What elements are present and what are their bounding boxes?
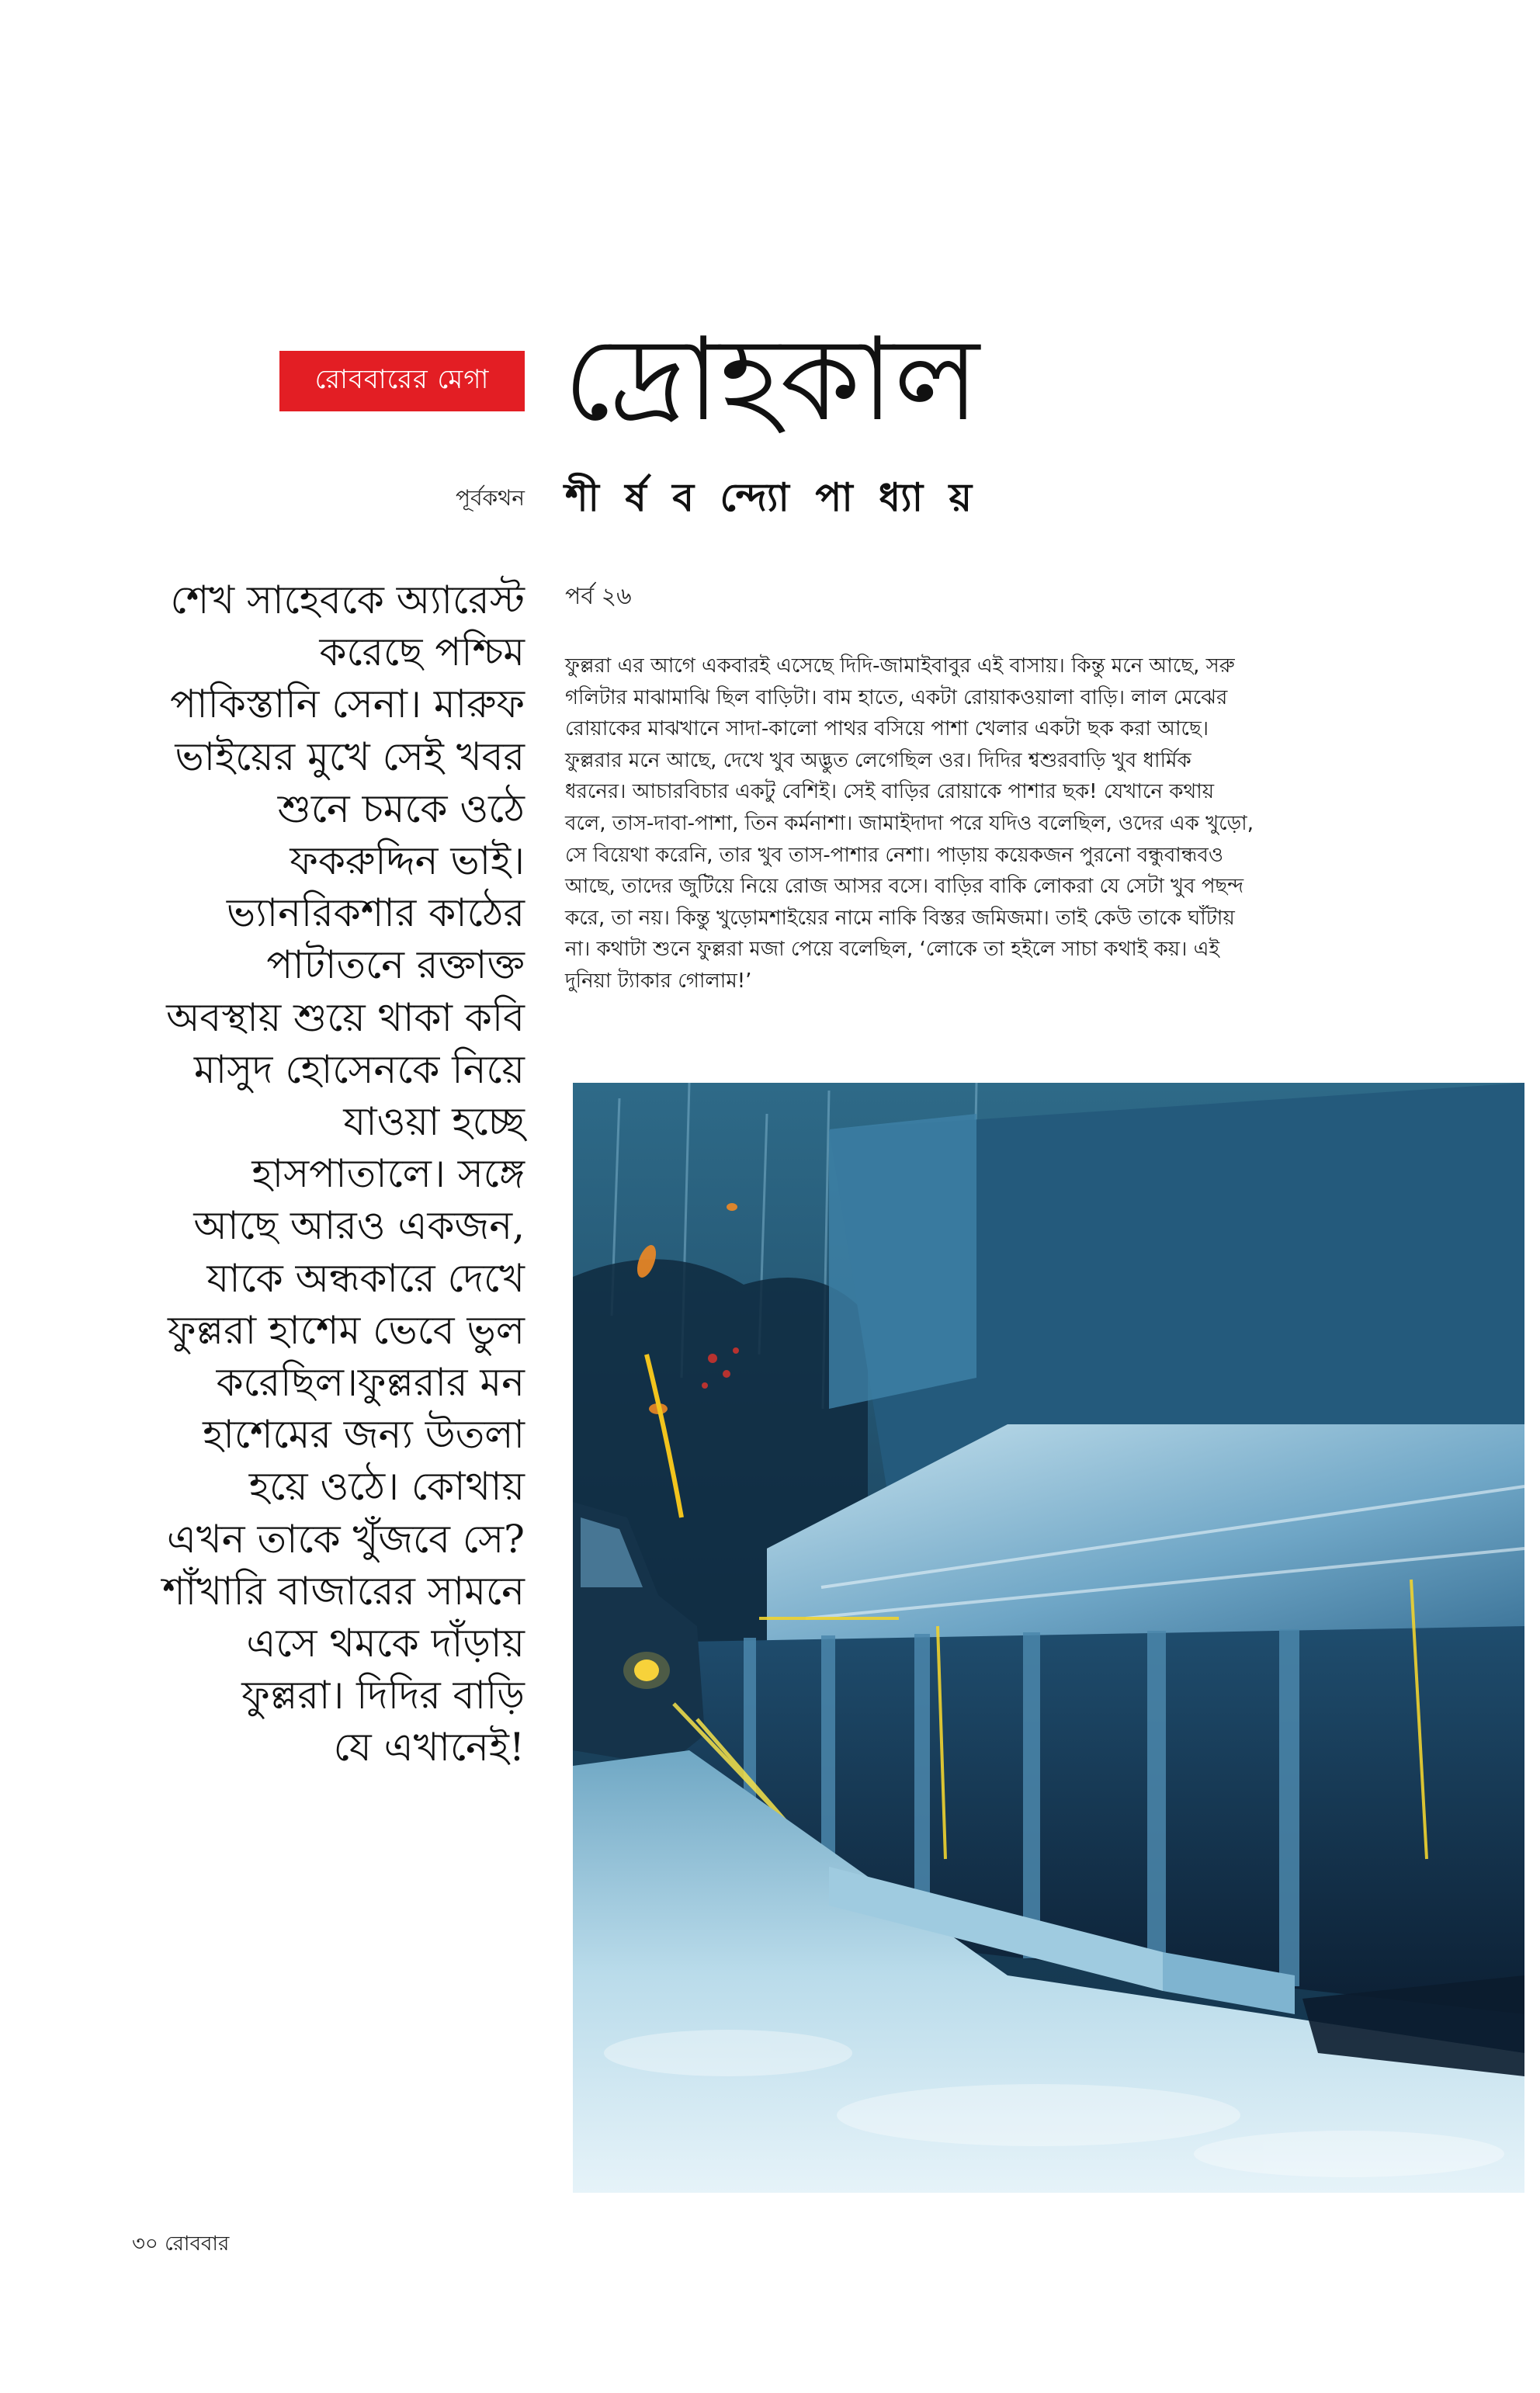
body-line: গলিটার মাঝামাঝি ছিল বাড়িটা। বাম হাতে, একটা রোয়াকওয়ালা বাড়ি। লাল মেঝের (565, 685, 1228, 709)
summary-line: অবস্থায় শুয়ে থাকা কবি (166, 994, 525, 1040)
body-line: ফুল্লরা এর আগে একবারই এসেছে দিদি-জামাইবাবুর এই বাসায়। কিন্তু মনে আছে, সরু (565, 654, 1235, 678)
summary-line: শুনে চমকে ওঠে (277, 786, 525, 831)
body-line: রোয়াকের মাঝখানে সাদা-কালো পাথর বসিয়ে পাশা খেলার একটা ছক করা আছে। (565, 717, 1209, 741)
body-line: বলে, তাস-দাবা-পাশা, তিন কর্মনাশা। জামাইদাদা পরে যদিও বলেছিল, ওদের এক খুড়ো, (565, 811, 1254, 835)
body-line: না। কথাটা শুনে ফুল্লরা মজা পেয়ে বলেছিল, ‘লোকে তা হইলে সাচা কথাই কয়। এই (565, 938, 1219, 962)
article-body (565, 650, 1403, 997)
page-folio: ৩০ রোববার (132, 2232, 230, 2256)
summary-line: ফুল্লরা হাশেম ভেবে ভুল (168, 1307, 525, 1353)
summary-line: পাকিস্তানি সেনা। মারুফ (170, 681, 525, 727)
summary-line: এখন তাকে খুঁজবে সে? (166, 1516, 525, 1562)
summary-line: যে এখানেই! (333, 1725, 525, 1770)
summary-line: শেখ সাহেবকে অ্যারেস্ট (170, 577, 525, 623)
summary-line: ভ্যানরিকশার কাঠের (226, 890, 525, 936)
episode-number: পর্ব ২৬ (565, 583, 632, 610)
summary-line: করেছে পশ্চিম (319, 629, 525, 675)
summary-line: হয়ে ওঠে। কোথায় (248, 1464, 525, 1510)
summary-line: ভাইয়ের মুখে সেই খবর (175, 734, 525, 779)
body-line: ফুল্লরার মনে আছে, দেখে খুব অদ্ভুত লেগেছিল ওর। দিদির শ্বশুরবাড়ি খুব ধার্মিক (565, 748, 1191, 772)
preface-summary (116, 574, 525, 1774)
summary-line: হাশেমের জন্য উতলা (203, 1412, 525, 1458)
section-tag: রোববারের মেগা (279, 351, 525, 411)
body-line: করে, তা নয়। কিন্তু খুড়োমশাইয়ের নামে নাকি বিস্তর জমিজমা। তাই কেউ তাকে ঘাঁটায় (565, 906, 1235, 930)
story-title: দ্রোহকাল (564, 313, 980, 446)
summary-line: শাঁখারি বাজারের সামনে (162, 1568, 525, 1614)
summary-line: যাওয়া হচ্ছে (343, 1099, 525, 1145)
summary-line: যাকে অন্ধকারে দেখে (206, 1255, 525, 1301)
body-line: দুনিয়া ট্যাকার গোলাম!’ (565, 969, 752, 993)
summary-line: এসে থমকে দাঁড়ায় (246, 1621, 525, 1666)
preface-label: পূর্বকথন (455, 485, 525, 511)
summary-line: পাটাতনে রক্তাক্ত (266, 942, 525, 988)
body-line: আছে, তাদের জুটিয়ে নিয়ে রোজ আসর বসে। বাড়ির বাকি লোকরা যে সেটা খুব পছন্দ (565, 875, 1244, 899)
author-name: শী র্ষ ব ন্দ্যো পা ধ্যা য় (565, 475, 979, 520)
summary-line: ফকরুদ্দিন ভাই। (290, 838, 525, 884)
summary-line: আছে আরও একজন, (193, 1203, 525, 1249)
night-street-painting (573, 1083, 1524, 2193)
summary-line: ফুল্লরা। দিদির বাড়ি (241, 1673, 525, 1718)
body-line: ধরনের। আচারবিচার একটু বেশিই। সেই বাড়ির রোয়াকে পাশার ছক! যেখানে কথায় (565, 780, 1215, 804)
summary-line: মাসুদ হোসেনকে নিয়ে (193, 1046, 525, 1092)
summary-line: করেছিল।ফুল্লরার মন (216, 1360, 525, 1406)
summary-line: হাসপাতালে। সঙ্গে (251, 1151, 525, 1197)
body-line: সে বিয়েথা করেনি, তার খুব তাস-পাশার নেশা। পাড়ায় কয়েকজন পুরনো বন্ধুবান্ধবও (565, 843, 1224, 867)
street-illustration (573, 1083, 1524, 2193)
